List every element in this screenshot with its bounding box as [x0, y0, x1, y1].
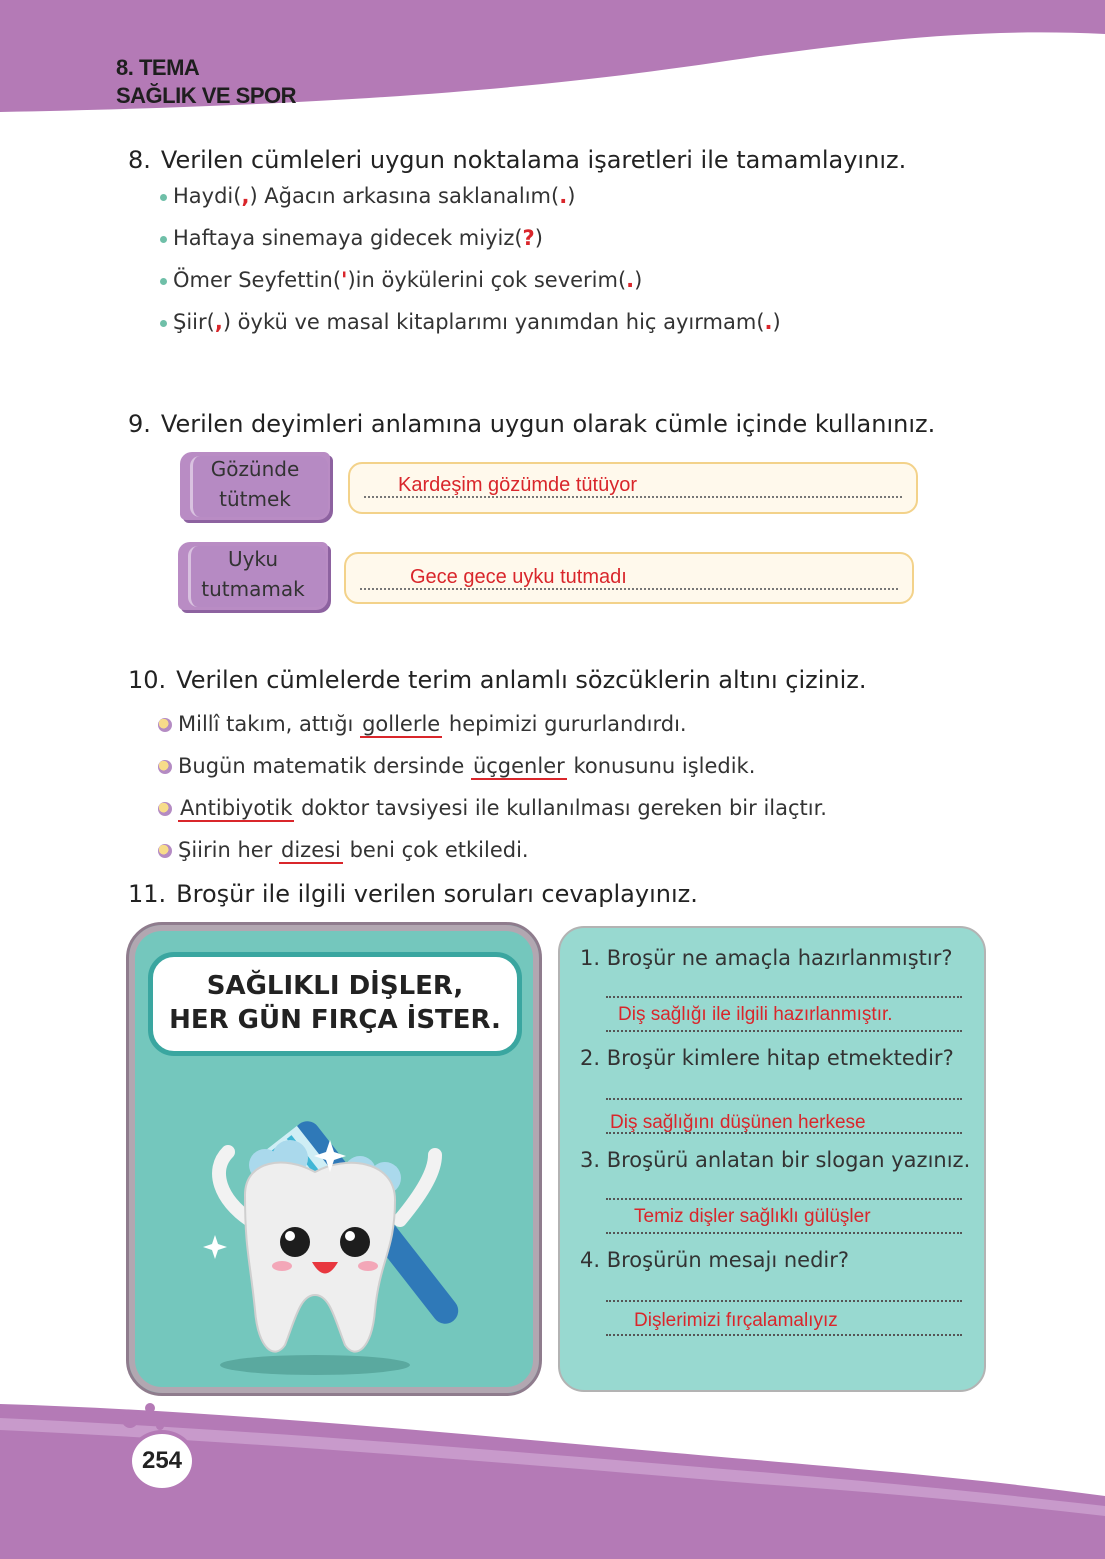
answer-mark: , [214, 310, 223, 334]
q11-number: 11. [128, 880, 167, 908]
q10-item-4: Şiirin her dizesi beni çok etkiledi. [158, 838, 529, 862]
answer-mark: ? [522, 226, 535, 250]
q10-title [128, 666, 866, 694]
answer-mark: ' [341, 268, 348, 292]
bullet-icon [160, 194, 167, 201]
brochure-question-3: 3. Broşürü anlatan bir slogan yazınız. [580, 1148, 971, 1172]
q8-item-1: Haydi(,) Ağacın arkasına saklanalım(.) [160, 184, 575, 208]
bullet-icon [158, 760, 172, 774]
answer-mark: , [241, 184, 250, 208]
bullet-icon [160, 320, 167, 327]
answer-mark: . [559, 184, 568, 208]
q9-text: Verilen deyimleri anlamına uygun olarak cümle içinde kullanınız. [160, 410, 936, 438]
bullet-icon [158, 844, 172, 858]
slogan-box [148, 952, 522, 1056]
idiom-answer-field-1[interactable] [348, 462, 918, 514]
theme-name: SAĞLIK VE SPOR [116, 83, 297, 108]
q10-text: Verilen cümlelerde terim anlamlı sözcüklerin altını çiziniz. [176, 666, 867, 694]
q8-title [128, 146, 906, 174]
q11-text: Broşür ile ilgili verilen soruları cevaplayınız. [176, 880, 698, 908]
q10-number: 10. [128, 666, 167, 694]
brochure-answer-2[interactable]: Diş sağlığını düşünen herkese [610, 1112, 866, 1133]
bullet-icon [158, 718, 172, 732]
brochure-answer-3[interactable]: Temiz dişler sağlıklı gülüşler [634, 1206, 871, 1227]
q8-number: 8. [128, 146, 151, 174]
q9-title [128, 410, 935, 438]
idiom-answer-text: Gece gece uyku tutmadı [410, 566, 627, 588]
q8-item-2: Haftaya sinemaya gidecek miyiz(?) [160, 226, 543, 250]
slogan-line: SAĞLIKLI DİŞLER, [206, 971, 464, 1001]
q8-item-4: Şiir(,) öykü ve masal kitaplarımı yanımdan hiç ayırmam(.) [160, 310, 781, 334]
idiom-card-1 [180, 452, 330, 520]
idiom-line: tutmamak [201, 577, 305, 601]
theme-header [116, 54, 296, 110]
idiom-card-2 [178, 542, 328, 610]
bullet-icon [158, 802, 172, 816]
idiom-answer-text: Kardeşim gözümde tütüyor [398, 474, 638, 496]
brochure-answer-1[interactable]: Diş sağlığı ile ilgili hazırlanmıştır. [618, 1004, 893, 1025]
idiom-answer-field-2[interactable] [344, 552, 914, 604]
bullet-icon [160, 236, 167, 243]
q11-title [128, 880, 698, 908]
theme-number: 8. TEMA [116, 55, 200, 80]
q9-number: 9. [128, 410, 151, 438]
answer-mark: . [626, 268, 635, 292]
tooth-mascot-icon [190, 1060, 520, 1380]
underlined-term: gollerle [362, 712, 441, 736]
q10-item-1: Millî takım, attığı gollerle hepimizi gururlandırdı. [158, 712, 687, 736]
underlined-term: Antibiyotik [180, 796, 293, 820]
q10-item-3: Antibiyotik doktor tavsiyesi ile kullanılması gereken bir ilaçtır. [158, 796, 827, 820]
q8-item-3: Ömer Seyfettin(')in öykülerini çok severim(.) [160, 268, 642, 292]
idiom-line: tütmek [219, 487, 291, 511]
answer-mark: . [764, 310, 773, 334]
underlined-term: üçgenler [472, 754, 565, 778]
brochure-question-1: 1. Broşür ne amaçla hazırlanmıştır? [580, 946, 953, 970]
bullet-icon [160, 278, 167, 285]
underlined-term: dizesi [281, 838, 341, 862]
slogan-line: HER GÜN FIRÇA İSTER. [169, 1005, 501, 1035]
brochure-answer-4[interactable]: Dişlerimizi fırçalamalıyız [634, 1310, 838, 1331]
brochure-question-2: 2. Broşür kimlere hitap etmektedir? [580, 1046, 954, 1070]
q8-text: Verilen cümleleri uygun noktalama işaretleri ile tamamlayınız. [160, 146, 907, 174]
idiom-line: Uyku [227, 547, 279, 571]
brochure-question-4: 4. Broşürün mesajı nedir? [580, 1248, 850, 1272]
q10-item-2: Bugün matematik dersinde üçgenler konusunu işledik. [158, 754, 755, 778]
page-number: 254 [128, 1430, 196, 1492]
idiom-line: Gözünde [210, 457, 300, 481]
